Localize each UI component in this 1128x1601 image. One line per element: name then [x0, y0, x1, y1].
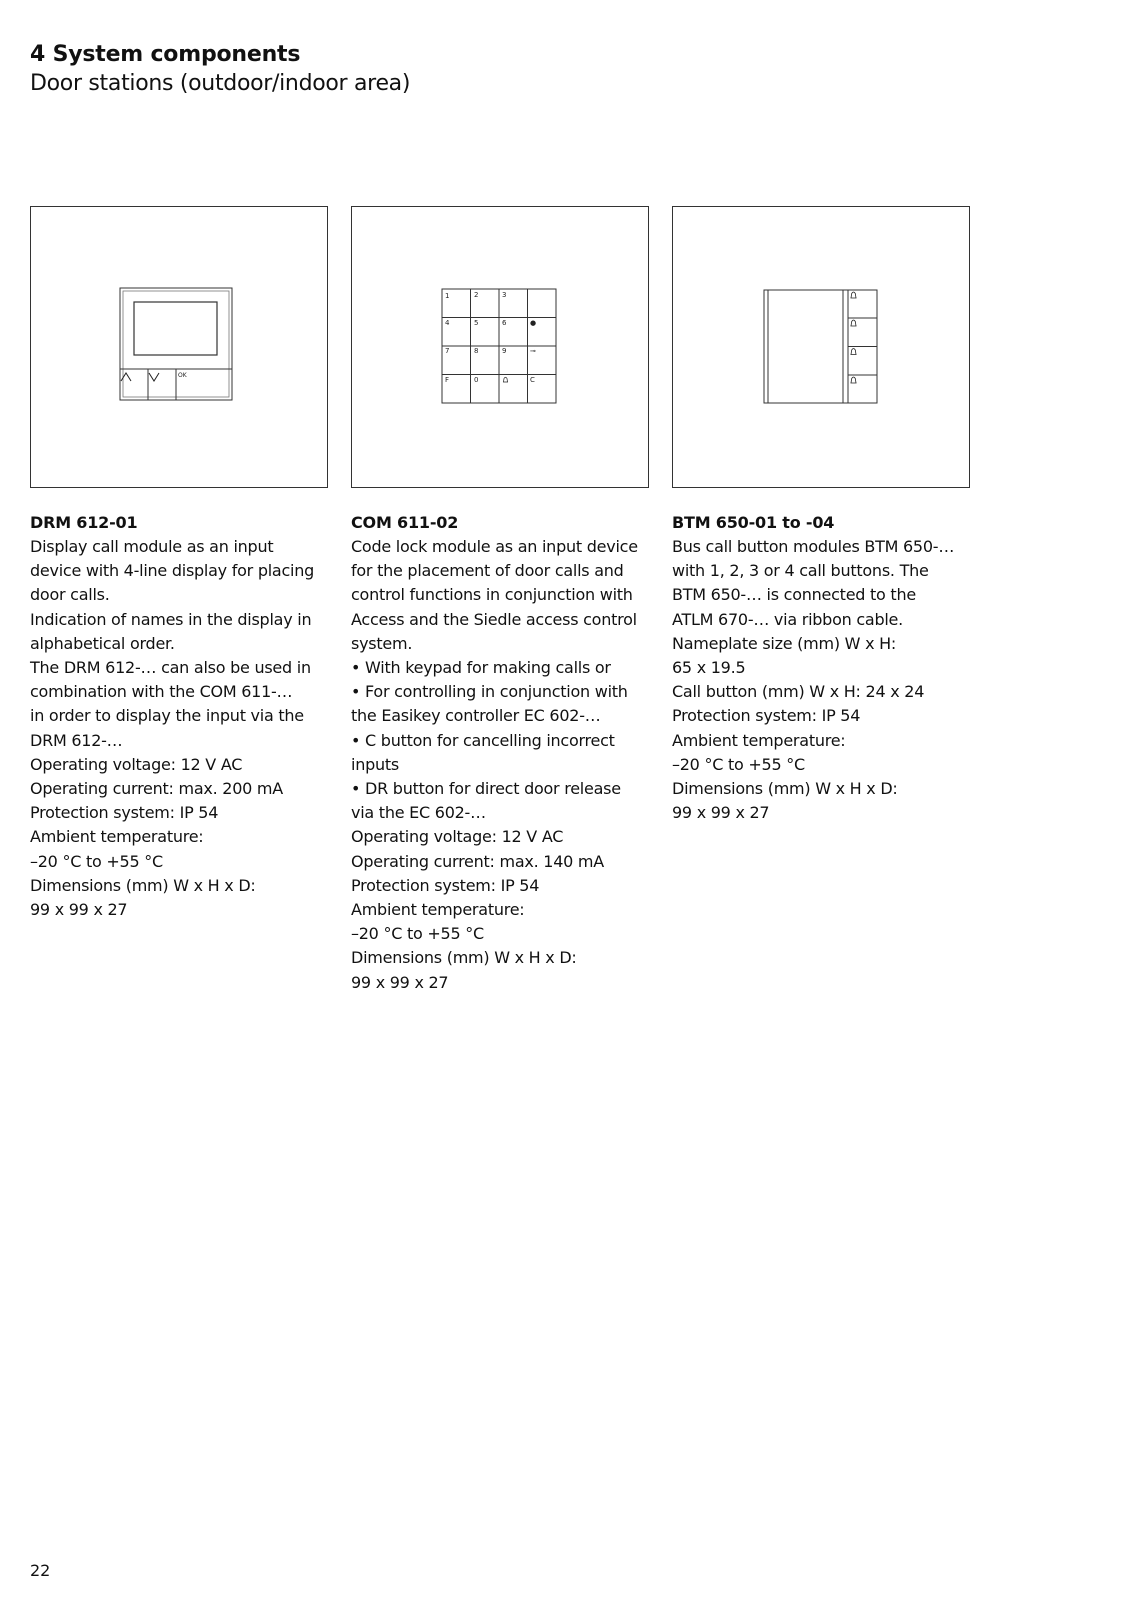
description-line: Display call module as an input: [30, 537, 274, 556]
up-arrow-icon: [121, 373, 131, 381]
description-line: Nameplate size (mm) W x H:: [672, 633, 897, 653]
page-number: 22: [30, 1561, 51, 1580]
key-c: C: [530, 376, 535, 384]
section-title: 4 System components: [30, 42, 301, 67]
product-name: DRM 612-01: [30, 513, 138, 532]
description-line: Access and the Siedle access control: [351, 609, 637, 629]
description-line: control functions in conjunction with: [351, 585, 633, 605]
keypad-module-drawing: [352, 207, 648, 487]
key-light: ●: [530, 319, 537, 327]
description-line: inputs: [351, 754, 399, 774]
product-drm-612: [30, 206, 330, 922]
product-btm-650: [672, 206, 972, 825]
description-line: –20 °C to +55 °C: [30, 851, 163, 871]
description-line: with 1, 2, 3 or 4 call buttons. The: [672, 561, 929, 581]
description-line: 99 x 99 x 27: [672, 803, 770, 823]
key-f: F: [445, 376, 450, 384]
display-module-drawing: [31, 207, 327, 487]
description-line: door calls.: [30, 585, 110, 605]
description-line: DRM 612-…: [30, 730, 123, 750]
description-line: Ambient temperature:: [30, 827, 204, 847]
product-description: [672, 535, 972, 825]
description-line: 65 x 19.5: [672, 658, 746, 678]
description-line: Operating voltage: 12 V AC: [351, 827, 564, 847]
display-screen: [134, 302, 217, 355]
key-1: 1: [445, 292, 450, 300]
description-line: Bus call button modules BTM 650-…: [672, 537, 955, 556]
description-line: • C button for cancelling incorrect: [351, 730, 615, 750]
product-name: BTM 650-01 to -04: [672, 513, 835, 532]
description-line: the Easikey controller EC 602-…: [351, 706, 601, 726]
section-subtitle: Door stations (outdoor/indoor area): [30, 71, 411, 96]
key-9: 9: [502, 347, 507, 355]
description-line: Dimensions (mm) W x H x D:: [30, 875, 256, 895]
description-line: • DR button for direct door release: [351, 779, 621, 799]
description-line: in order to display the input via the: [30, 706, 304, 726]
bell-icon: [851, 349, 857, 355]
description-line: alphabetical order.: [30, 633, 175, 653]
bell-icon: [851, 292, 857, 298]
description-line: • With keypad for making calls or: [351, 658, 611, 678]
key-door-release: ⊸: [530, 347, 536, 355]
description-line: via the EC 602-…: [351, 803, 486, 823]
key-0: 0: [474, 376, 479, 384]
product-name: COM 611-02: [351, 513, 459, 532]
description-line: Operating current: max. 200 mA: [30, 779, 283, 799]
ok-key-label: OK: [178, 372, 187, 379]
description-line: for the placement of door calls and: [351, 561, 624, 581]
key-4: 4: [445, 319, 450, 327]
description-line: –20 °C to +55 °C: [672, 754, 805, 774]
description-line: Protection system: IP 54: [672, 706, 861, 726]
key-2: 2: [474, 291, 479, 299]
description-line: • For controlling in conjunction with: [351, 682, 628, 702]
call-button-module-drawing: [673, 207, 969, 487]
description-line: ATLM 670-… via ribbon cable.: [672, 609, 903, 629]
description-line: 99 x 99 x 27: [351, 972, 449, 992]
com-611-illustration: [351, 206, 649, 488]
key-8: 8: [474, 347, 479, 355]
btm-650-illustration: [672, 206, 970, 488]
bell-icon: [851, 377, 857, 383]
down-arrow-icon: [149, 373, 159, 381]
description-line: Operating voltage: 12 V AC: [30, 754, 243, 774]
description-line: Ambient temperature:: [672, 730, 846, 750]
description-line: Protection system: IP 54: [351, 875, 540, 895]
description-line: Protection system: IP 54: [30, 803, 219, 823]
key-5: 5: [474, 319, 479, 327]
description-line: Code lock module as an input device: [351, 537, 638, 556]
description-line: BTM 650-… is connected to the: [672, 585, 916, 605]
product-description: [351, 535, 651, 995]
key-7: 7: [445, 347, 450, 355]
key-6: 6: [502, 319, 507, 327]
bell-icon: [851, 320, 857, 326]
description-line: Ambient temperature:: [351, 900, 525, 920]
product-description: [30, 535, 330, 922]
key-3: 3: [502, 291, 507, 299]
description-line: Indication of names in the display in: [30, 609, 312, 629]
description-line: combination with the COM 611-…: [30, 682, 293, 702]
description-line: Operating current: max. 140 mA: [351, 851, 604, 871]
bell-icon: [503, 377, 508, 382]
drm-612-illustration: [30, 206, 328, 488]
description-line: system.: [351, 633, 413, 653]
description-line: The DRM 612-… can also be used in: [30, 658, 311, 678]
description-line: 99 x 99 x 27: [30, 900, 128, 920]
description-line: Call button (mm) W x H: 24 x 24: [672, 682, 925, 702]
description-line: –20 °C to +55 °C: [351, 924, 484, 944]
description-line: Dimensions (mm) W x H x D:: [672, 779, 898, 799]
page-heading: [30, 40, 410, 98]
description-line: device with 4-line display for placing: [30, 561, 315, 581]
product-com-611: [351, 206, 651, 995]
description-line: Dimensions (mm) W x H x D:: [351, 948, 577, 968]
